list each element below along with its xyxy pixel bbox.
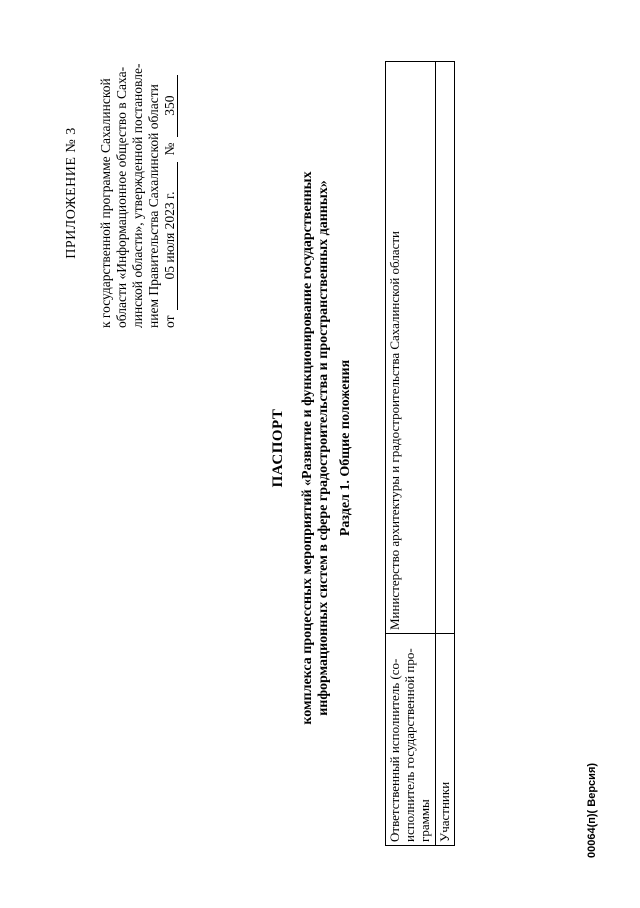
appendix-line: линской области», утвержденной постановле- xyxy=(130,63,145,328)
footer-code: 00064(п)( Версия) xyxy=(586,762,598,858)
appendix-heading: ПРИЛОЖЕНИЕ № 3 xyxy=(64,127,79,259)
table-cell-label: Участники xyxy=(436,634,455,846)
table-cell-value xyxy=(436,62,455,634)
section-title: Раздел 1. Общие положения xyxy=(338,359,353,537)
passport-title-block xyxy=(270,108,332,788)
table-row xyxy=(436,62,455,846)
appendix-line: нием Правительства Сахалинской области xyxy=(146,84,161,328)
resolution-number: 350 xyxy=(162,75,178,137)
table-row xyxy=(386,62,436,846)
number-sign: № xyxy=(162,142,177,156)
table-cell-label: Ответственный исполнитель (со-исполнитель государственной про-граммы xyxy=(386,634,436,846)
appendix-block xyxy=(64,58,178,328)
appendix-line: области «Информационное общество в Саха- xyxy=(114,66,129,328)
appendix-body xyxy=(98,58,178,328)
appendix-line: к государственной программе Сахалинской xyxy=(98,78,113,328)
date-prefix: от xyxy=(162,315,177,328)
passport-title: ПАСПОРТ xyxy=(270,408,286,488)
passport-subtitle-line: информационных систем в сфере градостроительства и пространственных данных» xyxy=(316,180,331,716)
table-cell-value: Министерство архитектуры и градостроительства Сахалинской области xyxy=(386,62,436,634)
appendix-dateline xyxy=(162,58,178,328)
general-info-table xyxy=(385,61,455,846)
passport-subtitle-line: комплекса процессных мероприятий «Развитие и функционирование государственных xyxy=(300,171,315,725)
resolution-date: 05 июля 2023 г. xyxy=(162,162,178,310)
